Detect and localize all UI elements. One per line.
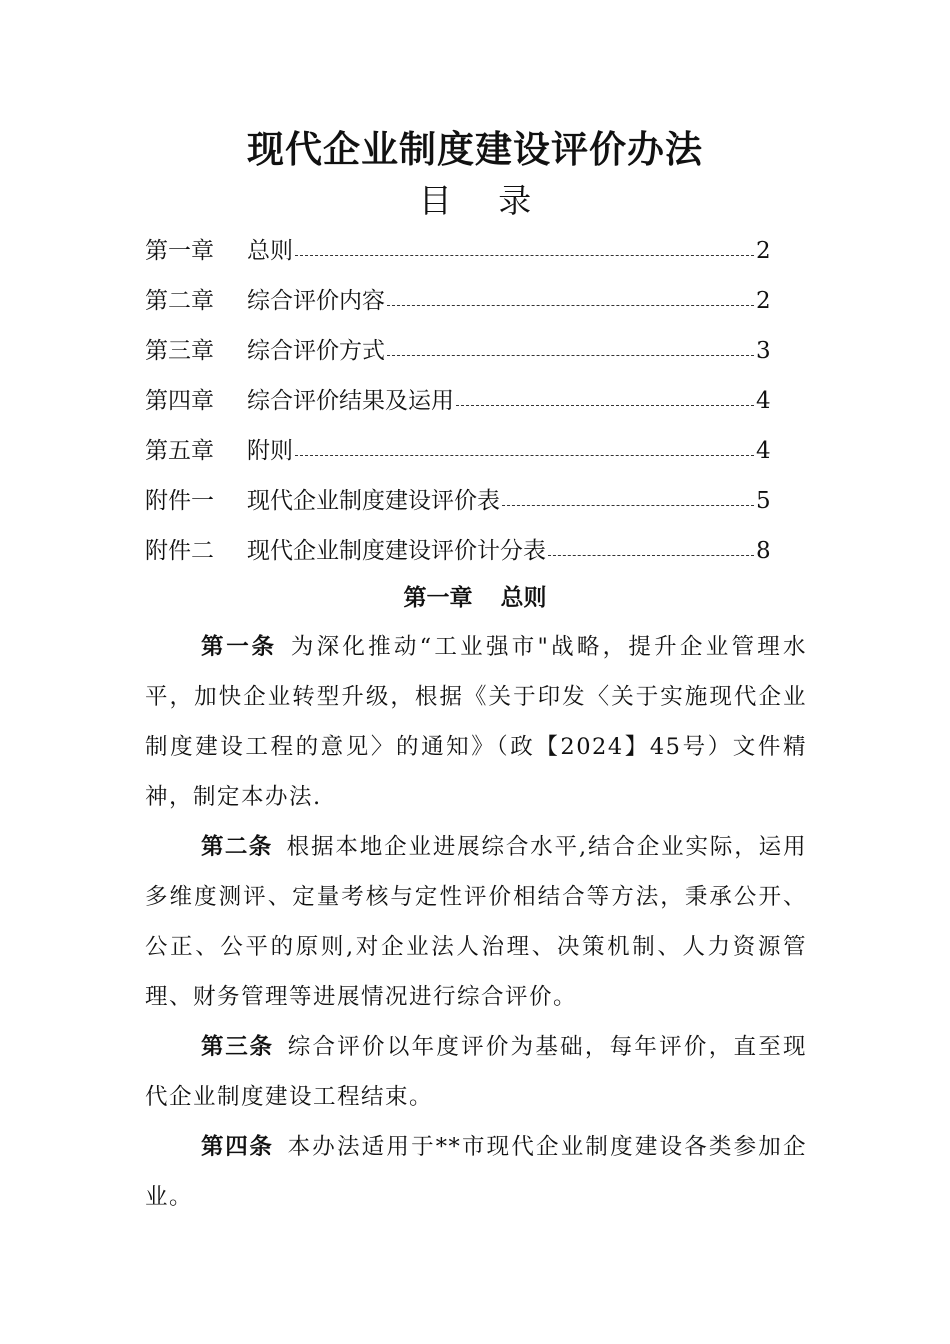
article-label: 第一条 bbox=[201, 634, 277, 660]
toc-leader-dots bbox=[456, 404, 754, 406]
toc-entry[interactable] bbox=[145, 426, 770, 476]
toc-leader-dots bbox=[295, 254, 754, 256]
toc-entry-page: 4 bbox=[756, 438, 771, 464]
toc-entry-number: 第五章 bbox=[145, 438, 214, 464]
chapter-number: 第一章 bbox=[403, 585, 473, 611]
toc-entry-number: 附件一 bbox=[145, 488, 214, 514]
toc-heading: 目 录 bbox=[418, 181, 550, 220]
toc-leader-dots bbox=[387, 354, 754, 356]
toc-entry-title: 总则 bbox=[247, 238, 293, 264]
toc-leader-dots bbox=[295, 454, 754, 456]
chapter-name: 总则 bbox=[500, 585, 547, 611]
toc-entry-page: 2 bbox=[756, 288, 771, 314]
article-text: 本办法适用于**市现代企业制度建设各类参加企业。 bbox=[145, 1134, 807, 1210]
toc-entry[interactable] bbox=[145, 326, 770, 376]
article-label: 第二条 bbox=[201, 834, 273, 860]
toc-entry[interactable] bbox=[145, 526, 770, 576]
toc-entry-title: 综合评价内容 bbox=[247, 288, 385, 314]
toc-entry-page: 2 bbox=[756, 238, 771, 264]
toc-entry-page: 4 bbox=[756, 388, 771, 414]
article-paragraph bbox=[145, 1022, 807, 1122]
document-body bbox=[145, 622, 807, 1222]
article-text: 根据本地企业进展综合水平,结合企业实际，运用多维度测评、定量考核与定性评价相结合等方法，秉承公开、公正、公平的原则,对企业法人治理、决策机制、人力资源管理、财务管理等进展情况进行综合评价。 bbox=[145, 834, 807, 1010]
toc-leader-dots bbox=[548, 554, 754, 556]
article-text: 综合评价以年度评价为基础，每年评价，直至现代企业制度建设工程结束。 bbox=[145, 1034, 807, 1110]
toc-leader-dots bbox=[502, 504, 754, 506]
toc-entry-number: 附件二 bbox=[145, 538, 214, 564]
toc-entry-title: 综合评价方式 bbox=[247, 338, 385, 364]
toc-entry[interactable] bbox=[145, 376, 770, 426]
toc-entry[interactable] bbox=[145, 476, 770, 526]
toc-entry-page: 5 bbox=[756, 488, 771, 514]
toc-entry-number: 第三章 bbox=[145, 338, 214, 364]
article-text: 为深化推动“工业强市"战略，提升企业管理水平，加快企业转型升级，根据《关于印发〈关于实施现代企业制度建设工程的意见〉的通知》（政【2024】45号）文件精神，制定本办法. bbox=[145, 634, 807, 810]
chapter-heading bbox=[0, 575, 950, 621]
toc-entry-number: 第四章 bbox=[145, 388, 214, 414]
article-paragraph bbox=[145, 622, 807, 822]
document-title: 现代企业制度建设评价办法 bbox=[247, 128, 703, 171]
toc-entry-page: 3 bbox=[756, 338, 771, 364]
table-of-contents bbox=[145, 226, 770, 576]
toc-entry[interactable] bbox=[145, 276, 770, 326]
toc-entry-page: 8 bbox=[756, 538, 771, 564]
article-paragraph bbox=[145, 1122, 807, 1222]
article-label: 第四条 bbox=[201, 1134, 274, 1160]
article-paragraph bbox=[145, 822, 807, 1022]
toc-entry-number: 第一章 bbox=[145, 238, 214, 264]
toc-entry-number: 第二章 bbox=[145, 288, 214, 314]
toc-entry-title: 现代企业制度建设评价计分表 bbox=[247, 538, 546, 564]
article-label: 第三条 bbox=[201, 1034, 274, 1060]
toc-entry-title: 附则 bbox=[247, 438, 293, 464]
toc-entry-title: 综合评价结果及运用 bbox=[247, 388, 454, 414]
toc-leader-dots bbox=[387, 304, 754, 306]
toc-entry-title: 现代企业制度建设评价表 bbox=[247, 488, 500, 514]
toc-entry[interactable] bbox=[145, 226, 770, 276]
